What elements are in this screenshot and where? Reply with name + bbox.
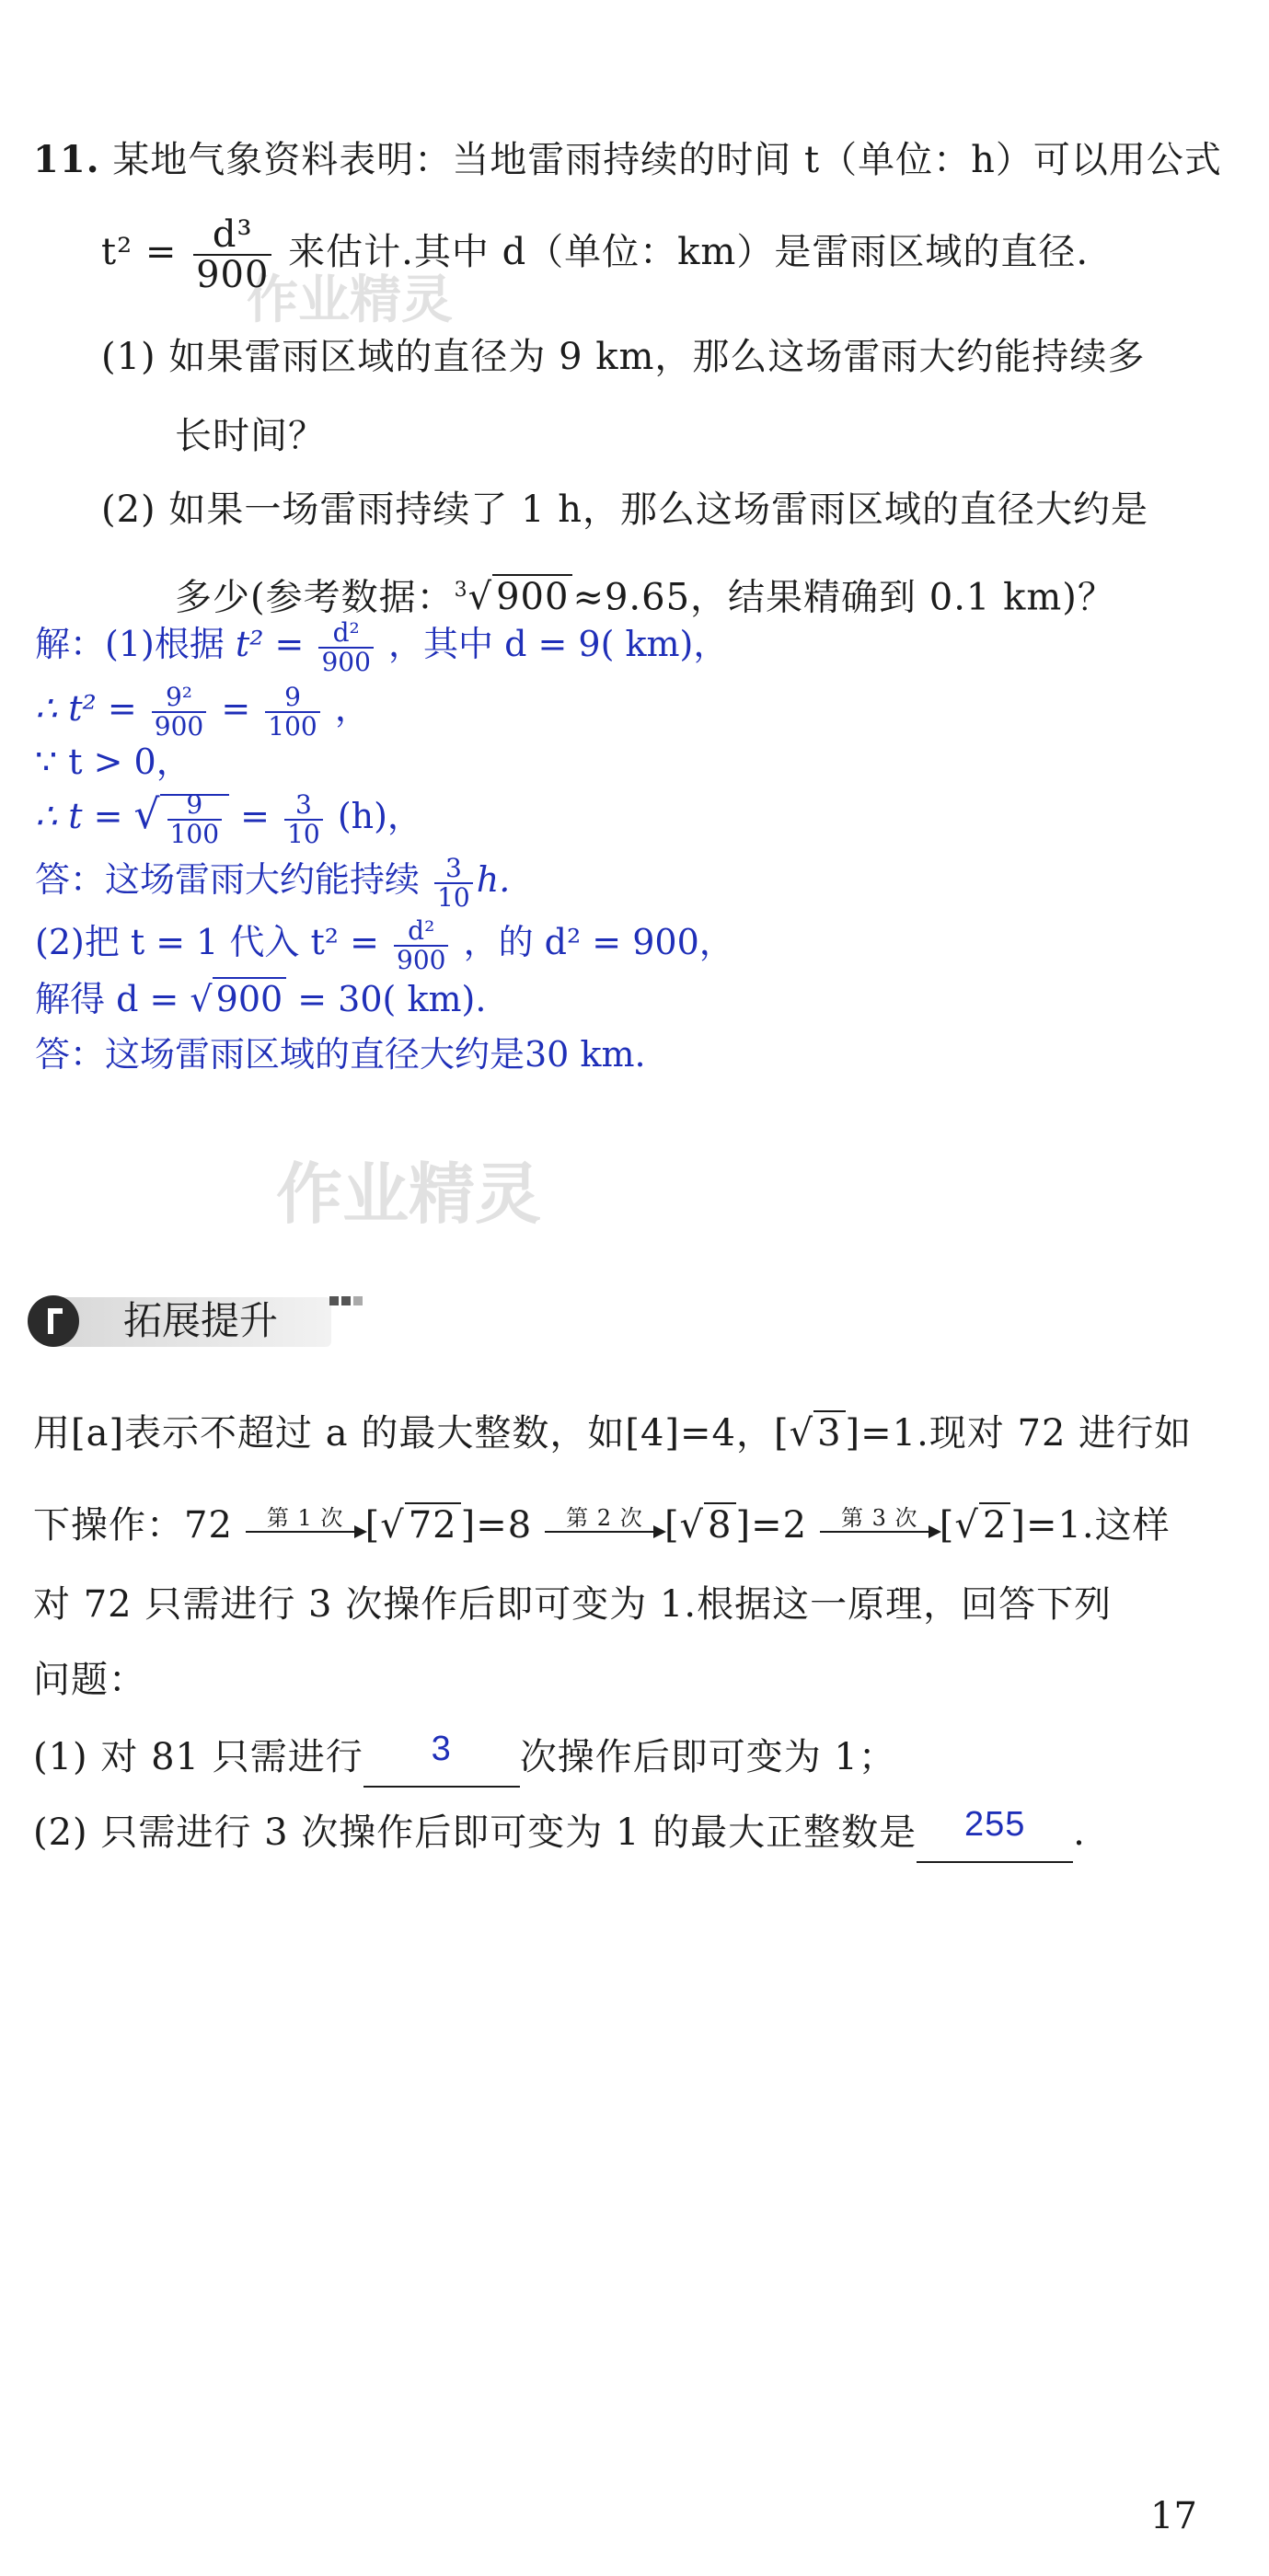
ext-rad-8: 8: [704, 1502, 735, 1547]
sol-l7-end: = 30( km).: [297, 979, 487, 1019]
ext-p1-rad: 3: [813, 1410, 845, 1455]
sol-l5-end: h.: [476, 859, 511, 900]
watermark-middle: 作业精灵: [276, 1156, 542, 1233]
ext-p1-b: ]=1.现对 72 进行如: [845, 1412, 1193, 1455]
sol-l2-fraction-1: [152, 684, 206, 740]
ext-p1-a: 用[a]表示不超过 a 的最大整数，如[4]=4，[: [33, 1412, 790, 1455]
ext-q2-a: (2) 只需进行 3 次操作后即可变为 1 的最大正整数是: [33, 1811, 917, 1854]
sol-l6-a: (2)把 t = 1 代入 t² =: [35, 922, 379, 962]
watermark-top: 作业精灵: [247, 270, 453, 330]
sol-l2-den2: 100: [268, 710, 317, 742]
sol-l1-fraction: [318, 619, 373, 675]
stem-line2-rest: 来估计.其中 d（单位：km）是雷雨区域的直径.: [288, 231, 1090, 273]
extension-line-4: 问题：: [33, 1659, 146, 1701]
section-title: 拓展提升: [123, 1298, 279, 1343]
extension-line-2: [33, 1498, 1171, 1553]
sol-l6-num: d²: [394, 917, 448, 946]
ext-q1-a: (1) 对 81 只需进行: [33, 1736, 363, 1778]
sol-l6-den: 900: [397, 944, 446, 975]
answer-blank-2[interactable]: [917, 1805, 1073, 1863]
question-2-line1: (2) 如果一场雷雨持续了 1 h，那么这场雷雨区域的直径大约是: [101, 489, 1149, 531]
formula-denominator: 900: [196, 254, 270, 296]
ext-rad-72: 72: [405, 1502, 461, 1547]
operation-arrow-2: [545, 1505, 664, 1533]
ext-p2-d: [: [663, 1504, 680, 1547]
sol-l4-rnum: 9: [167, 791, 222, 820]
sol-l4-sqrt: √ $\frac{9}{100}$: [134, 789, 230, 847]
sol-l1-num: d²: [318, 619, 373, 648]
sol-l6-end: ，的 d² = 900，: [463, 922, 734, 962]
question-2-line2: [175, 563, 1115, 625]
decorative-squares-icon: [329, 1292, 365, 1309]
operation-arrow-3: [820, 1505, 940, 1533]
arrow-2-label: 第 2 次: [566, 1505, 643, 1531]
ext-q1-b: 次操作后即可变为 1；: [519, 1736, 896, 1778]
formula-fraction: [193, 215, 271, 294]
ext-p2-b: [: [364, 1504, 381, 1547]
cube-root: √ 900: [468, 569, 573, 625]
problem-stem: 某地气象资料表明：当地雷雨持续的时间 t（单位：h）可以用公式: [112, 139, 1222, 181]
problem-number: 11.: [33, 138, 100, 181]
sol-l2-a: ∴ t² =: [35, 688, 137, 729]
sol-l4-fraction: [284, 791, 323, 847]
problem-11-formula-line: [101, 215, 1089, 294]
ext-q2-b: .: [1073, 1811, 1086, 1854]
cube-root-index: 3: [454, 579, 468, 602]
solution-line-8: 答：这场雷雨区域的直径大约是30 km.: [35, 1034, 646, 1075]
question-1-line1: (1) 如果雷雨区域的直径为 9 km，那么这场雷雨大约能持续多: [101, 336, 1146, 378]
sol-l2-num1: 9²: [152, 684, 206, 712]
solution-line-3: ∵ t > 0，: [35, 742, 191, 782]
solution-line-1: [35, 618, 728, 675]
ext-p1-sqrt: √ 3: [790, 1406, 846, 1461]
sol-l4-end: (h)，: [337, 796, 422, 836]
sol-l4-rden: 100: [169, 818, 220, 849]
ext-sqrt-72: √ 72: [380, 1498, 460, 1553]
answer-2-value: 255: [963, 1805, 1026, 1844]
sol-l4-a: ∴ t =: [35, 796, 123, 836]
sol-l2-den1: 900: [154, 710, 204, 742]
sol-l5-den: 10: [437, 881, 470, 913]
solution-line-4: [35, 789, 422, 847]
sol-l2-eq: =: [221, 688, 251, 729]
q2-text-a: 多少(参考数据：: [175, 576, 455, 619]
extension-line-3: 对 72 只需进行 3 次操作后即可变为 1.根据这一原理，回答下列: [33, 1583, 1113, 1626]
sol-l7-sqrt: √ 900: [190, 973, 286, 1025]
sol-l4-num: 3: [284, 791, 323, 820]
sol-l2-end: ，: [334, 688, 370, 729]
extension-question-1: [33, 1730, 896, 1788]
sol-l5-a: 答：这场雷雨大约能持续: [35, 859, 421, 900]
sol-l2-num2: 9: [265, 684, 319, 712]
sol-l1-den: 900: [321, 646, 371, 677]
solution-line-5: [35, 854, 510, 911]
cube-root-radicand: 900: [492, 574, 572, 618]
ext-p2-a: 下操作：72: [33, 1504, 233, 1547]
solution-line-2: [35, 683, 370, 740]
sol-l1-c: ，其中 d = 9( km)，: [388, 624, 729, 664]
arrow-1-label: 第 1 次: [266, 1505, 344, 1531]
arrow-3-label: 第 3 次: [841, 1505, 918, 1531]
sol-l2-fraction-2: [265, 684, 319, 740]
sol-l7-a: 解得 d =: [35, 979, 179, 1019]
ext-rad-2: 2: [979, 1502, 1010, 1547]
sol-l7-rad: 900: [213, 977, 287, 1019]
question-1-line2: 长时间？: [175, 415, 326, 457]
sol-l6-fraction: [394, 917, 448, 973]
q2-text-b: ≈9.65，结果精确到 0.1 km)？: [572, 576, 1115, 619]
extension-line-1: [33, 1406, 1192, 1461]
sol-l4-eq: =: [240, 796, 270, 836]
sol-l1-b: t² =: [235, 624, 305, 664]
operation-arrow-1: [246, 1505, 365, 1533]
problem-11-line1: [33, 132, 1222, 188]
formula-numerator: d³: [193, 215, 271, 256]
sol-l1-a: 解：(1)根据: [35, 624, 225, 664]
formula-lhs: t² =: [101, 231, 178, 273]
answer-blank-1[interactable]: [363, 1730, 520, 1788]
sol-l5-num: 3: [434, 855, 473, 883]
ext-p2-e: ]=2: [735, 1504, 808, 1547]
solution-line-7: [35, 973, 486, 1025]
flag-icon: [28, 1295, 79, 1347]
ext-p2-g: ]=1.这样: [1010, 1504, 1171, 1547]
sol-l4-root-fraction: [167, 791, 222, 847]
page-number: 17: [1150, 2495, 1197, 2537]
ext-sqrt-2: √ 2: [954, 1498, 1010, 1553]
sol-l5-fraction: [434, 855, 473, 911]
answer-1-value: 3: [431, 1730, 452, 1768]
solution-line-6: [35, 916, 734, 973]
ext-p2-c: ]=8: [460, 1504, 533, 1547]
ext-sqrt-8: √ 8: [680, 1498, 736, 1553]
extension-question-2: [33, 1805, 1086, 1863]
sol-l4-den: 10: [287, 818, 320, 849]
ext-p2-f: [: [939, 1504, 955, 1547]
